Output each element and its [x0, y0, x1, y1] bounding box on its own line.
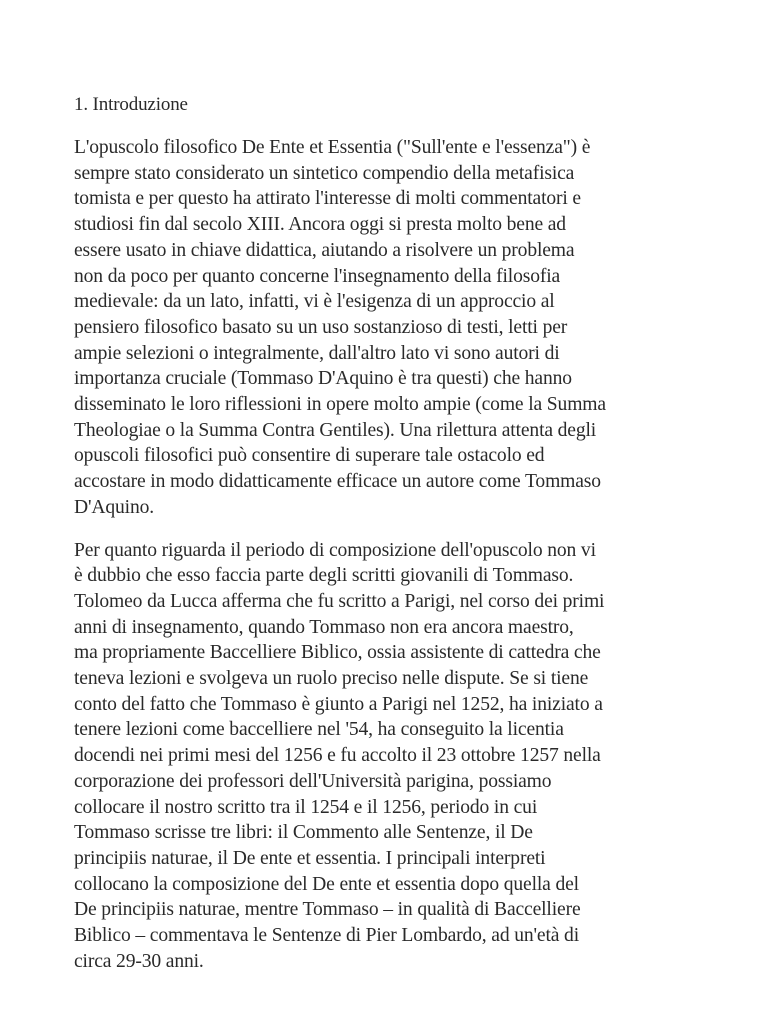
paragraph-line: conto del fatto che Tommaso è giunto a Parigi nel 1252, ha iniziato a — [74, 693, 603, 715]
paragraph-line: Biblico – commentava le Sentenze di Pier Lombardo, ad un'età di — [74, 925, 580, 947]
paragraph-line: anni di insegnamento, quando Tommaso non era ancora maestro, — [74, 616, 574, 638]
paragraph-line: docendi nei primi mesi del 1256 e fu accolto il 23 ottobre 1257 nella — [74, 745, 601, 767]
paragraph-line: Tommaso scrisse tre libri: il Commento alle Sentenze, il De — [74, 822, 533, 844]
section-heading: 1. Introduzione — [74, 94, 188, 115]
paragraph-line: L'opuscolo filosofico De Ente et Essentia ("Sull'ente e l'essenza") è — [74, 137, 591, 158]
paragraph-line: principiis naturae, il De ente et essentia. I principali interpreti — [74, 847, 546, 869]
paragraph-line: collocano la composizione del De ente et essentia dopo quella del — [74, 873, 579, 895]
paragraph-line: De principiis naturae, mentre Tommaso – in qualità di Baccelliere — [74, 899, 581, 921]
paragraph-line: opuscoli filosofici può consentire di superare tale ostacolo ed — [74, 445, 545, 467]
paragraph-line: disseminato le loro riflessioni in opere molto ampie (come la Summa — [74, 394, 606, 416]
paragraph-1 — [74, 135, 728, 521]
paragraph-line: Theologiae o la Summa Contra Gentiles). Una rilettura attenta degli — [74, 419, 597, 441]
paragraph-line: collocare il nostro scritto tra il 1254 e il 1256, periodo in cui — [74, 796, 538, 818]
paragraph-line: essere usato in chiave didattica, aiutando a risolvere un problema — [74, 239, 575, 261]
paragraph-line: Tolomeo da Lucca afferma che fu scritto a Parigi, nel corso dei primi — [74, 590, 605, 612]
paragraph-line: teneva lezioni e svolgeva un ruolo preciso nelle dispute. Se si tiene — [74, 668, 589, 690]
paragraph-line: sempre stato considerato un sintetico compendio della metafisica — [74, 162, 575, 184]
paragraph-line: corporazione dei professori dell'Università parigina, possiamo — [74, 770, 552, 792]
paragraph-line: pensiero filosofico basato su un uso sostanzioso di testi, letti per — [74, 316, 568, 338]
paragraph-line: tomista e per questo ha attirato l'interesse di molti commentatori e — [74, 188, 581, 210]
paragraph-2 — [74, 538, 728, 975]
paragraph-line: circa 29-30 anni. — [74, 950, 204, 972]
paragraph-line: D'Aquino. — [74, 496, 155, 518]
paragraph-line: tenere lezioni come baccelliere nel '54, ha conseguito la licentia — [74, 719, 564, 741]
paragraph-line: ampie selezioni o integralmente, dall'altro lato vi sono autori di — [74, 342, 560, 364]
paragraph-line: studiosi fin dal secolo XIII. Ancora oggi si presta molto bene ad — [74, 214, 566, 236]
paragraph-line: importanza cruciale (Tommaso D'Aquino è tra questi) che hanno — [74, 368, 572, 390]
paragraph-line: accostare in modo didatticamente efficace un autore come Tommaso — [74, 471, 601, 493]
paragraph-line: medievale: da un lato, infatti, vi è l'esigenza di un approccio al — [74, 291, 555, 313]
paragraph-line: è dubbio che esso faccia parte degli scritti giovanili di Tommaso. — [74, 565, 574, 587]
paragraph-line: ma propriamente Baccelliere Biblico, ossia assistente di cattedra che — [74, 642, 601, 664]
paragraph-line: non da poco per quanto concerne l'insegnamento della filosofia — [74, 265, 561, 287]
paragraph-line: Per quanto riguarda il periodo di composizione dell'opuscolo non vi — [74, 539, 596, 561]
